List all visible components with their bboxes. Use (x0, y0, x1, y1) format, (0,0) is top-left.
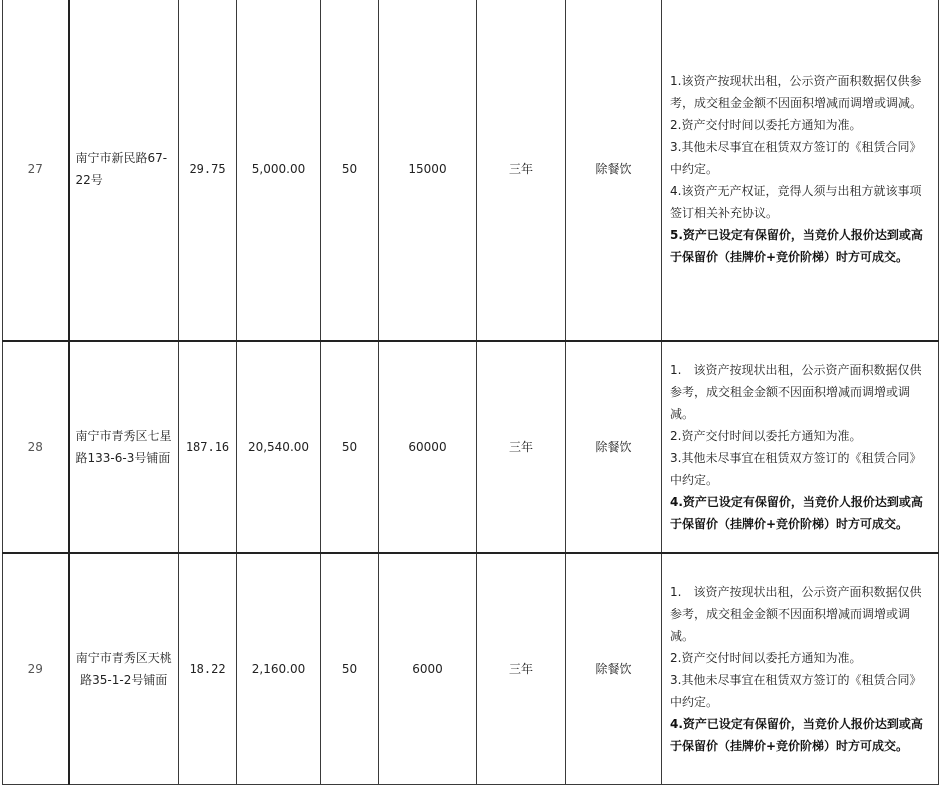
asset-address: 南宁市新民路67-22号 (69, 0, 179, 341)
asset-area: 187.16 (179, 341, 237, 553)
listing-rent: 5,000.00 (237, 0, 321, 341)
note-item: 3.其他未尽事宜在租赁双方签订的《租赁合同》中约定。 (670, 672, 922, 709)
row-number: 27 (3, 0, 69, 341)
note-item: 4.该资产无产权证，竞得人须与出租方就该事项签订相关补充协议。 (670, 184, 922, 221)
permitted-use: 除餐饮 (566, 341, 662, 553)
note-item: 2.资产交付时间以委托方通知为准。 (670, 428, 862, 443)
bid-increment: 50 (321, 0, 379, 341)
asset-listing-table (2, 0, 939, 785)
note-item: 3.其他未尽事宜在租赁双方签订的《租赁合同》中约定。 (670, 140, 922, 177)
asset-address: 南宁市青秀区七星路133-6-3号铺面 (69, 341, 179, 553)
lease-notes (662, 553, 939, 785)
lease-notes (662, 0, 939, 341)
deposit: 6000 (379, 553, 477, 785)
deposit: 15000 (379, 0, 477, 341)
table-row (3, 341, 939, 553)
note-item: 3.其他未尽事宜在租赁双方签订的《租赁合同》中约定。 (670, 450, 922, 487)
permitted-use: 除餐饮 (566, 553, 662, 785)
asset-address: 南宁市青秀区天桃路35-1-2号铺面 (69, 553, 179, 785)
asset-area: 18.22 (179, 553, 237, 785)
row-number: 29 (3, 553, 69, 785)
note-item-reserve-price: 4.资产已设定有保留价，当竞价人报价达到或高于保留价（挂牌价+竞价阶梯）时方可成交。 (670, 494, 923, 531)
table-row (3, 553, 939, 785)
note-item: 1. 该资产按现状出租，公示资产面积数据仅供参考，成交租金金额不因面积增减而调增或调减。 (670, 584, 922, 643)
lease-term: 三年 (477, 341, 566, 553)
asset-area: 29.75 (179, 0, 237, 341)
deposit: 60000 (379, 341, 477, 553)
note-item: 2.资产交付时间以委托方通知为准。 (670, 118, 862, 133)
note-item: 1.该资产按现状出租，公示资产面积数据仅供参考，成交租金金额不因面积增减而调增或调减。 (670, 74, 923, 111)
note-item-reserve-price: 5.资产已设定有保留价，当竞价人报价达到或高于保留价（挂牌价+竞价阶梯）时方可成交。 (670, 228, 923, 265)
lease-term: 三年 (477, 553, 566, 785)
note-item-reserve-price: 4.资产已设定有保留价，当竞价人报价达到或高于保留价（挂牌价+竞价阶梯）时方可成交。 (670, 716, 923, 753)
row-number: 28 (3, 341, 69, 553)
listing-rent: 20,540.00 (237, 341, 321, 553)
lease-term: 三年 (477, 0, 566, 341)
bid-increment: 50 (321, 553, 379, 785)
permitted-use: 除餐饮 (566, 0, 662, 341)
bid-increment: 50 (321, 341, 379, 553)
listing-rent: 2,160.00 (237, 553, 321, 785)
table-row (3, 0, 939, 341)
note-item: 2.资产交付时间以委托方通知为准。 (670, 650, 862, 665)
note-item: 1. 该资产按现状出租，公示资产面积数据仅供参考，成交租金金额不因面积增减而调增或调减。 (670, 362, 922, 421)
lease-notes (662, 341, 939, 553)
